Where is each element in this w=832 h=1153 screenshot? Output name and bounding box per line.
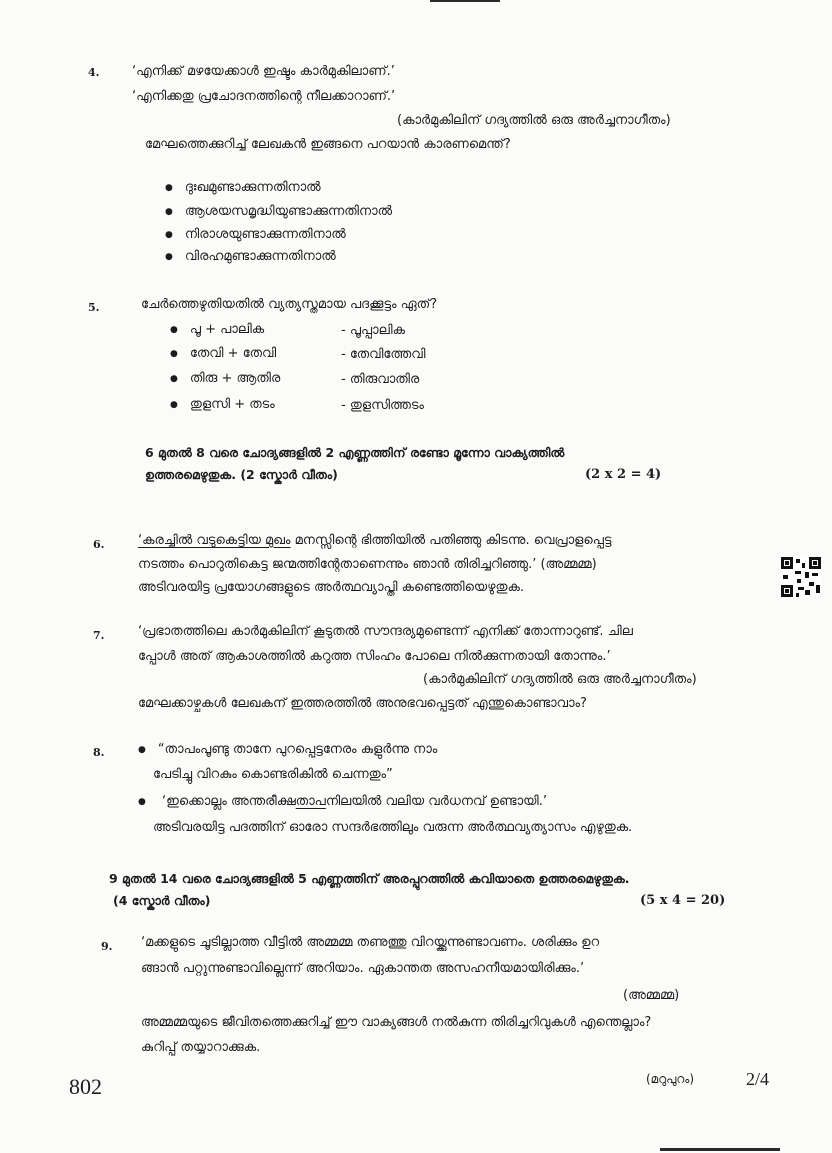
question-text: മേഘക്കാഴ്ചകൾ ലേഖകന് ഇത്തരത്തിൽ അനുഭവപ്പെട്ടത് എന്തുകൊണ്ടാവാം? <box>138 696 587 711</box>
option-item: ● ദുഃഖമുണ്ടാക്കുന്നതിനാൽ <box>165 180 321 195</box>
question-text: ചേർത്തെഴുതിയതിൽ വ്യത്യസ്തമായ പദക്കൂട്ടം ഏത്? <box>141 297 438 312</box>
source-citation: (കാർമുകിലിന് ഗദ്യത്തിൽ ഒരു അർച്ചനാഗീതം) <box>397 113 671 128</box>
option-item: ● വിരഹമുണ്ടാക്കുന്നതിനാൽ <box>165 249 336 264</box>
section-instruction: 9 മുതൽ 14 വരെ ചോദ്യങ്ങളിൽ 5 എണ്ണത്തിന് അരപ്പുറത്തിൽ കവിയാതെ ഉത്തരമെഴുതുക. <box>109 871 630 886</box>
quote-line: നടത്തം പൊറുതികെട്ട ജന്മത്തിന്റേതാണെന്നും ഞാൻ തിരിച്ചറിഞ്ഞു.’ (അമ്മമ്മ) <box>138 557 597 572</box>
pair-left: ● പൂ + പാലിക <box>170 322 264 337</box>
question-text: മേഘത്തെക്കുറിച്ച് ലേഖകൻ ഇങ്ങനെ പറയാൻ കാരണമെന്ത്? <box>145 137 511 152</box>
pair-right: - തേവിത്തേവി <box>341 347 426 362</box>
paper-code: 802 <box>69 1074 102 1099</box>
section-instruction: (4 സ്കോർ വീതം) <box>113 893 211 908</box>
option-item: ● നിരാശയുണ്ടാക്കുന്നതിനാൽ <box>165 227 346 242</box>
verse-line: ● “താപംപൂണ്ടു താനേ പുറപ്പെട്ടനേരം കുളുർന്നു നാം <box>138 742 437 757</box>
question-text: അമ്മമ്മയുടെ ജീവിതത്തെക്കുറിച്ച് ഈ വാക്യങ്ങൾ നൽകുന്ന തിരിച്ചറിവുകൾ എന്തെല്ലാം? <box>141 1015 652 1030</box>
quote-line: ങ്ങാൻ പറ്റുന്നുണ്ടാവില്ലെന്ന് അറിയാം. ഏകാന്തത അസഹനീയമായിരിക്കും.’ <box>141 961 585 976</box>
question-text: കുറിപ്പ് തയ്യാറാക്കുക. <box>141 1040 261 1055</box>
question-number: 9. <box>101 940 113 953</box>
verse-line: പേടിച്ചു വിറകും കൊണ്ടരികിൽ ചെന്നതും” <box>153 767 393 782</box>
pair-left: ● തിരു + ആതിര <box>170 371 280 386</box>
question-text: അടിവരയിട്ട പദത്തിന് ഓരോ സന്ദർഭത്തിലും വരുന്ന അർത്ഥവ്യത്യാസം എഴുതുക. <box>153 820 633 835</box>
question-number: 7. <box>93 629 105 642</box>
underlined-word: താപ <box>295 794 326 809</box>
section-score: (5 x 4 = 20) <box>640 893 726 908</box>
qr-code <box>781 557 821 597</box>
pair-right: - തിരുവാതിര <box>341 372 420 387</box>
quote-line <box>138 533 611 548</box>
pair-right: - പൂപ്പാലിക <box>341 323 405 338</box>
quote-segment: മനസ്സിന്റെ ഭിത്തിയിൽ പതിഞ്ഞു കിടന്നു. വെപ്രാളപ്പെട്ട <box>290 533 612 548</box>
pair-left: ● തേവി + തേവി <box>170 346 276 361</box>
page-number: 2/4 <box>746 1069 770 1089</box>
option-item: ● ആശയസമൃദ്ധിയുണ്ടാക്കുന്നതിനാൽ <box>165 204 392 219</box>
underlined-word: മുഖം <box>265 533 291 548</box>
question-text: അടിവരയിട്ട പ്രയോഗങ്ങളുടെ അർത്ഥവ്യാപ്തി കണ്ടെത്തിയെഴുതുക. <box>138 580 524 595</box>
question-number: 8. <box>93 746 105 759</box>
question-number: 6. <box>93 538 105 551</box>
quote-segment: ‘കരച്ചിൽ വടുകെട്ടിയ <box>138 533 266 548</box>
scan-edge-bottom <box>660 1148 780 1151</box>
quote-line: ‘എനിക്കതു പ്രചോദനത്തിന്റെ നീലക്കാറാണ്.’ <box>132 89 396 104</box>
source-citation: (കാർമുകിലിന് ഗദ്യത്തിൽ ഒരു അർച്ചനാഗീതം) <box>423 672 697 687</box>
question-number: 5. <box>88 301 100 314</box>
quote-line: ‘മക്കളുടെ ചൂടില്ലാത്ത വീട്ടിൽ അമ്മമ്മ തണുത്തു വിറയ്ക്കുന്നുണ്ടാവണം. ശരിക്കും ഉറ <box>141 935 600 950</box>
scan-edge-top <box>430 0 500 2</box>
section-score: (2 x 2 = 4) <box>585 467 662 482</box>
quote-line: ‘എനിക്ക് മഴയേക്കാൾ ഇഷ്ടം കാർമുകിലാണ്.’ <box>132 64 395 79</box>
sentence-line <box>138 794 547 809</box>
sentence-segment: നിലയിൽ വലിയ വർധനവ് ഉണ്ടായി.’ <box>325 794 548 809</box>
section-instruction: 6 മുതൽ 8 വരെ ചോദ്യങ്ങളിൽ 2 എണ്ണത്തിന് രണ്ടോ മൂന്നോ വാക്യത്തിൽ <box>145 445 565 460</box>
question-number: 4. <box>88 66 100 79</box>
quote-line: പ്പോൾ അത് ആകാശത്തിൽ കറുത്ത സിംഹം പോലെ നിൽക്കുന്നതായി തോന്നും.’ <box>138 649 611 664</box>
turn-over-note: (മറുപുറം) <box>646 1072 695 1086</box>
pair-left: ● തുളസി + തടം <box>170 397 275 412</box>
section-instruction: ഉത്തരമെഴുതുക. (2 സ്കോർ വീതം) <box>145 467 338 482</box>
pair-right: - തുളസിത്തടം <box>341 398 425 413</box>
sentence-segment: ‘ഇക്കൊല്ലം അന്തരീക്ഷ <box>162 794 296 809</box>
quote-line: ‘പ്രഭാതത്തിലെ കാർമുകിലിന് കൂടുതൽ സൗന്ദര്യമുണ്ടെന്ന് എനിക്ക് തോന്നാറുണ്ട്. ചില <box>138 624 633 639</box>
source-citation: (അമ്മമ്മ) <box>623 988 680 1003</box>
